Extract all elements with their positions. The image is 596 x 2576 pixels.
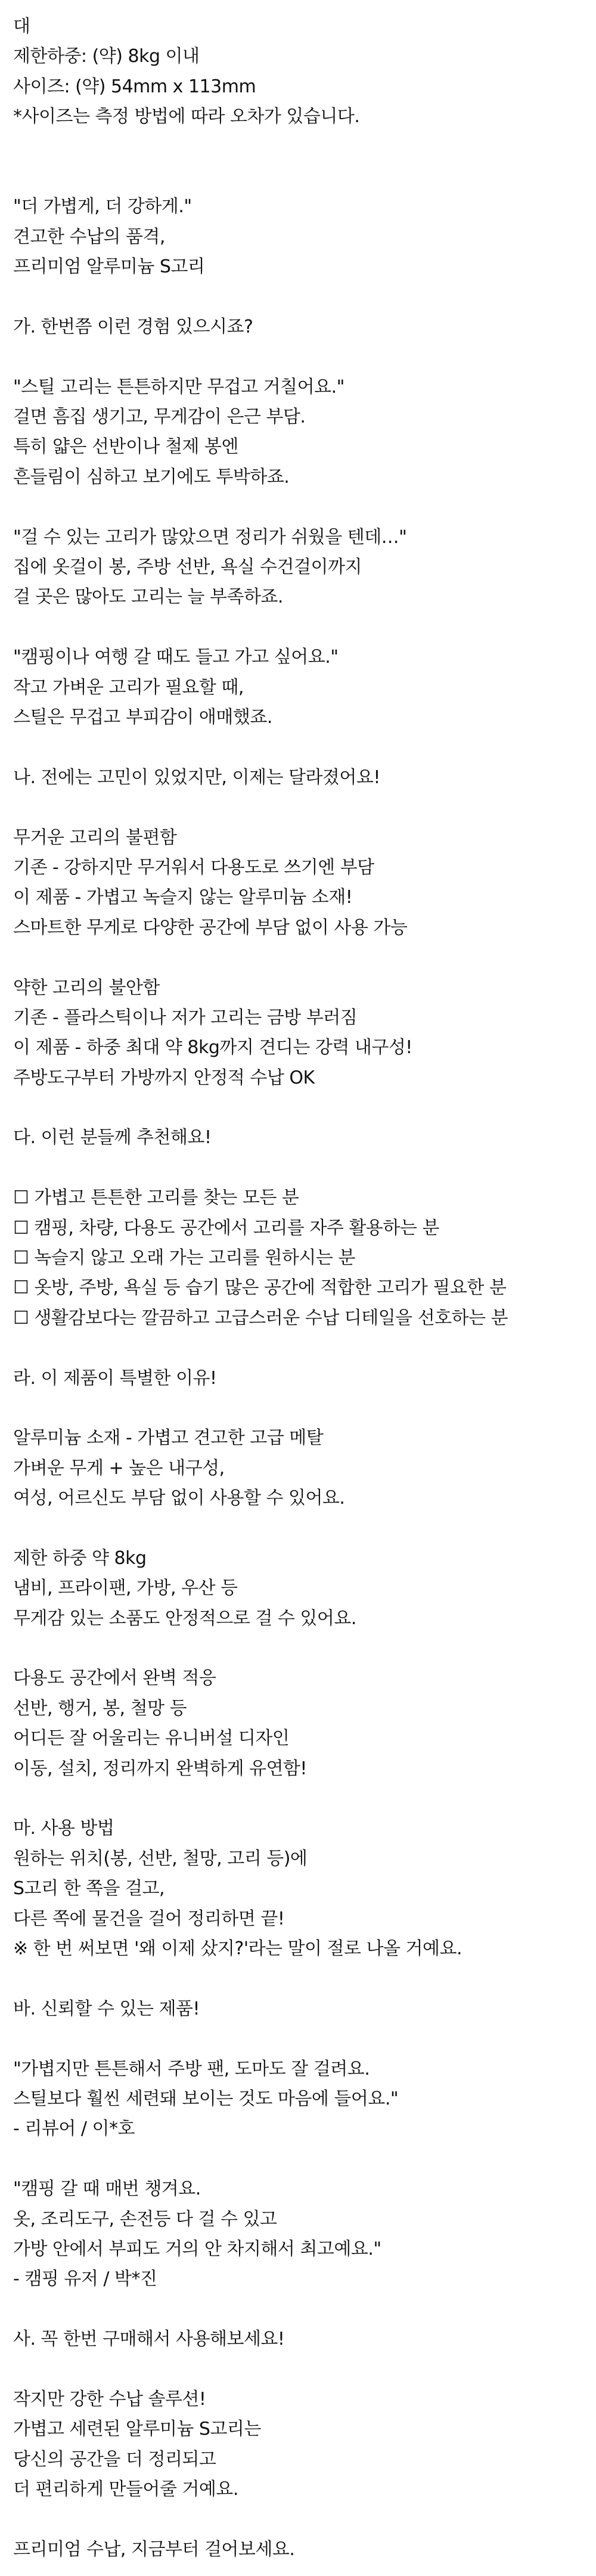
text-line: 가볍고 세련된 알루미늄 S고리는 (13, 2419, 261, 2440)
blank-line (13, 1634, 585, 1663)
blank-line (13, 162, 585, 192)
text-line: 프리미엄 수납, 지금부터 걸어보세요. (13, 2538, 295, 2560)
product-description (13, 12, 585, 2565)
blank-line (13, 2354, 585, 2384)
text-line: 특히 얇은 선반이나 철제 봉엔 (13, 436, 238, 458)
text-line: 무게감 있는 소품도 안정적으로 걸 수 있어요. (13, 1607, 356, 1629)
text-line: *사이즈는 측정 방법에 따라 오차가 있습니다. (13, 106, 360, 128)
text-line: 선반, 행거, 봉, 철망 등 (13, 1697, 187, 1719)
blank-line (13, 1964, 585, 1994)
text-line: 나. 전에는 고민이 있었지만, 이제는 달라졌어요! (13, 766, 380, 788)
text-line: 사. 꼭 한번 구매해서 사용해보세요! (13, 2329, 285, 2350)
text-line: 여성, 어르신도 부담 없이 사용할 수 있어요. (13, 1488, 345, 1509)
text-line: 스틸은 무겁고 부피감이 애매했죠. (13, 706, 272, 728)
text-line: 다용도 공간에서 완벽 적응 (13, 1668, 216, 1689)
blank-line (13, 1153, 585, 1183)
text-line: 제한 하중 약 8kg (13, 1547, 147, 1569)
text-line: ☐ 가볍고 튼튼한 고리를 찾는 모든 분 (13, 1187, 299, 1209)
blank-line (13, 733, 585, 762)
text-line: ☐ 녹슬지 않고 오래 가는 고리를 원하시는 분 (13, 1247, 355, 1269)
text-line: 다. 이런 분들께 추천해요! (13, 1127, 212, 1149)
text-line: 무거운 고리의 불편함 (13, 827, 177, 848)
text-line: 스틸보다 훨씬 세련돼 보이는 것도 마음에 들어요." (13, 2088, 399, 2109)
text-line: 바. 신뢰할 수 있는 제품! (13, 1998, 200, 2019)
text-line: 걸면 흠집 생기고, 무게감이 은근 부담. (13, 406, 306, 428)
text-line: 냄비, 프라이팬, 가방, 우산 등 (13, 1578, 238, 1599)
text-line: ☐ 생활감보다는 깔끔하고 고급스러운 수납 디테일을 선호하는 분 (13, 1307, 508, 1329)
text-line: S고리 한 쪽을 걸고, (13, 1878, 165, 1900)
text-line: 어디든 잘 어울리는 유니버설 디자인 (13, 1728, 290, 1749)
text-line: ☐ 캠핑, 차량, 다용도 공간에서 고리를 자주 활용하는 분 (13, 1217, 439, 1239)
text-line: 더 편리하게 만들어줄 거예요. (13, 2479, 238, 2500)
blank-line (13, 2144, 585, 2174)
text-line: 작고 가벼운 고리가 필요할 때, (13, 676, 244, 698)
text-line: 라. 이 제품이 특별한 이유! (13, 1367, 217, 1389)
text-line: 기존 - 강하지만 무거워서 다용도로 쓰기엔 부담 (13, 856, 374, 878)
text-line: 작지만 강한 수납 솔루션! (13, 2388, 206, 2410)
text-line: 견고한 수납의 품격, (13, 226, 165, 247)
text-line: 사이즈: (약) 54mm x 113mm (13, 76, 256, 97)
blank-line (13, 1333, 585, 1363)
text-line: ☐ 옷방, 주방, 욕실 등 습기 많은 공간에 적합한 고리가 필요한 분 (13, 1277, 507, 1299)
text-line: 스마트한 무게로 다양한 공간에 부담 없이 사용 가능 (13, 917, 408, 938)
text-line: 기존 - 플라스틱이나 저가 고리는 금방 부러짐 (13, 1007, 358, 1028)
blank-line (13, 613, 585, 643)
text-line: 원하는 위치(봉, 선반, 철망, 고리 등)에 (13, 1848, 308, 1869)
blank-line (13, 1514, 585, 1544)
text-line: 집에 옷걸이 봉, 주방 선반, 욕실 수건걸이까지 (13, 557, 362, 578)
text-line: 옷, 조리도구, 손전등 다 걸 수 있고 (13, 2208, 277, 2230)
text-line: "캠핑 갈 때 매번 챙겨요. (13, 2178, 201, 2200)
text-line: 가방 안에서 부피도 거의 안 차지해서 최고예요." (13, 2238, 381, 2260)
text-line: 이동, 설치, 정리까지 완벽하게 유연함! (13, 1758, 307, 1779)
blank-line (13, 2295, 585, 2324)
text-line: 주방도구부터 가방까지 안정적 수납 OK (13, 1067, 315, 1088)
blank-line (13, 793, 585, 823)
blank-line (13, 1093, 585, 1123)
text-line: 제한하중: (약) 8kg 이내 (13, 46, 200, 67)
blank-line (13, 2504, 585, 2534)
text-line: 이 제품 - 가볍고 녹슬지 않는 알루미늄 소재! (13, 887, 353, 908)
text-line: "스틸 고리는 튼튼하지만 무겁고 거칠어요." (13, 376, 344, 398)
blank-line (13, 283, 585, 312)
text-line: "더 가볍게, 더 강하게." (13, 196, 192, 218)
text-line: ※ 한 번 써보면 '왜 이제 샀지?'라는 말이 절로 나올 거예요. (13, 1938, 462, 1959)
blank-line (13, 943, 585, 973)
text-line: 가. 한번쯤 이런 경험 있으시죠? (13, 316, 253, 337)
text-line: 대 (13, 16, 30, 37)
blank-line (13, 342, 585, 372)
text-line: - 리뷰어 / 이*호 (13, 2118, 135, 2140)
blank-line (13, 1784, 585, 1814)
blank-line (13, 492, 585, 522)
text-line: 걸 곳은 많아도 고리는 늘 부족하죠. (13, 586, 283, 608)
text-line: 가벼운 무게 + 높은 내구성, (13, 1457, 225, 1479)
text-line: 다른 쪽에 물건을 걸어 정리하면 끝! (13, 1908, 285, 1929)
text-line: 프리미엄 알루미늄 S고리 (13, 256, 205, 278)
text-line: 약한 고리의 불안함 (13, 977, 160, 998)
text-line: 알루미늄 소재 - 가볍고 견고한 고급 메탈 (13, 1427, 324, 1449)
text-line: "걸 수 있는 고리가 많았으면 정리가 쉬웠을 텐데…" (13, 526, 407, 548)
blank-line (13, 132, 585, 162)
text-line: 당신의 공간을 더 정리되고 (13, 2448, 216, 2470)
blank-line (13, 1393, 585, 1423)
text-line: "캠핑이나 여행 갈 때도 들고 가고 싶어요." (13, 647, 339, 668)
text-line: 마. 사용 방법 (13, 1818, 114, 1839)
text-line: 이 제품 - 하중 최대 약 8kg까지 견디는 강력 내구성! (13, 1037, 412, 1059)
text-line: - 캠핑 유저 / 박*진 (13, 2268, 157, 2290)
text-line: "가볍지만 튼튼해서 주방 팬, 도마도 잘 걸려요. (13, 2058, 370, 2080)
blank-line (13, 2024, 585, 2054)
text-line: 흔들림이 심하고 보기에도 투박하죠. (13, 466, 290, 488)
